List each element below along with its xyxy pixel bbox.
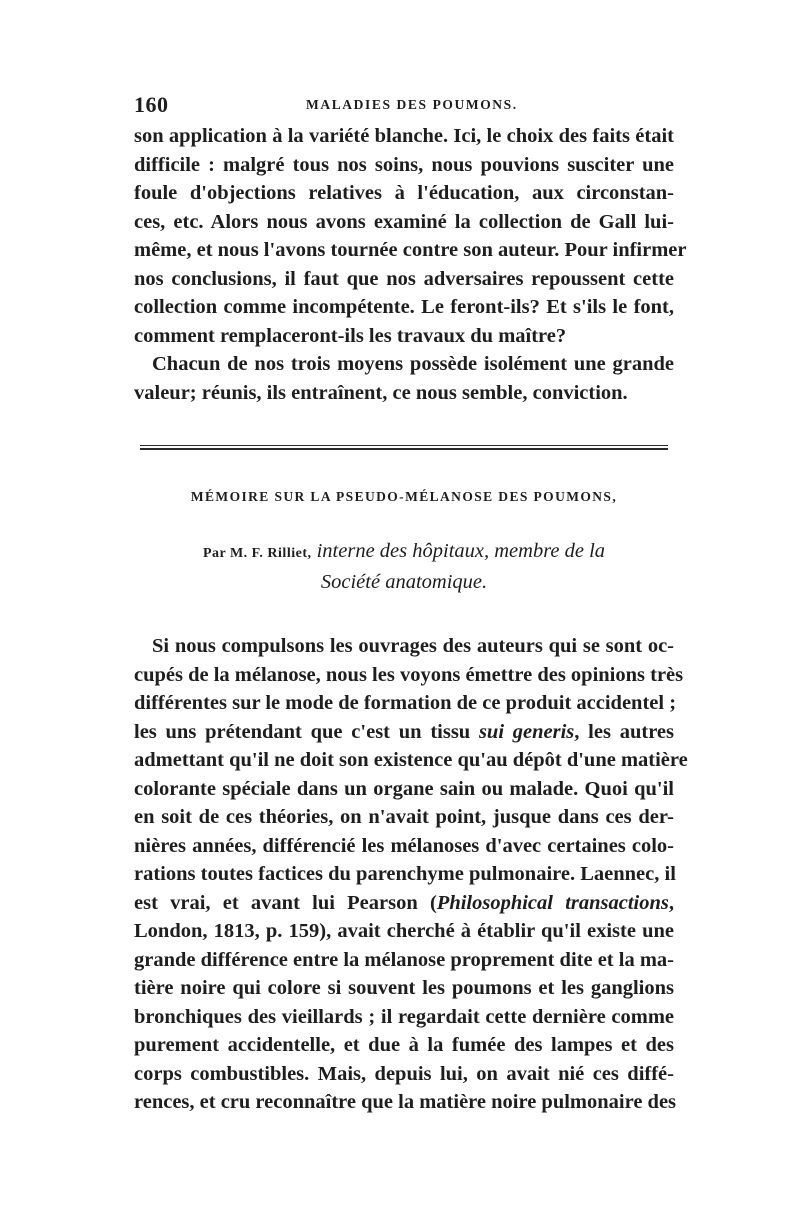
text-line: corps combustibles. Mais, depuis lui, on avait nié ces diffé- bbox=[134, 1062, 674, 1085]
text-line: purement accidentelle, et due à la fumée des lampes et des bbox=[134, 1034, 674, 1056]
text-line: tière noire qui colore si souvent les poumons et les ganglions bbox=[134, 977, 674, 999]
text-line: comment remplaceront-ils les travaux du maître? bbox=[134, 324, 567, 347]
running-head bbox=[134, 92, 674, 122]
text-segment: , bbox=[668, 891, 674, 914]
byline-author: Par M. F. Rilliet, bbox=[202, 546, 312, 561]
text-line: Chacun de nos trois moyens possède isolément une grande bbox=[152, 353, 674, 375]
page-number: 160 bbox=[134, 92, 169, 117]
text-line: bronchiques des vieillards ; il regardait cette dernière comme bbox=[134, 1005, 674, 1028]
byline bbox=[134, 537, 674, 597]
italic-citation: Philosophical transactions bbox=[436, 891, 669, 914]
text-line: en soit de ces théories, on n'avait point, jusque dans ces der- bbox=[134, 806, 674, 828]
text-segment: , les autres bbox=[574, 720, 674, 743]
byline-society: Société anatomique. bbox=[320, 571, 488, 593]
text-line: cupés de la mélanose, nous les voyons émettre des opinions très bbox=[134, 663, 684, 686]
italic-term: sui generis bbox=[478, 720, 575, 743]
text-line: rences, et cru reconnaître que la matière noire pulmonaire des bbox=[134, 1091, 677, 1113]
text-segment: les uns prétendant que c'est un tissu bbox=[134, 720, 479, 743]
text-line: collection comme incompétente. Le feront-ils? Et s'ils le font, bbox=[134, 296, 674, 318]
text-line: même, et nous l'avons tournée contre son auteur. Pour infirmer bbox=[134, 239, 687, 261]
text-line bbox=[134, 889, 674, 918]
book-page bbox=[134, 92, 688, 1117]
text-line: admettant qu'il ne doit son existence qu'au dépôt d'une matière bbox=[134, 749, 688, 771]
text-line: nières années, différencié les mélanoses d'avec certaines colo- bbox=[134, 834, 674, 857]
text-line: nos conclusions, il faut que nos adversaires repoussent cette bbox=[134, 267, 674, 290]
text-segment: est vrai, et avant lui Pearson ( bbox=[134, 891, 437, 914]
main-text bbox=[134, 632, 688, 1117]
memoir-title: MÉMOIRE SUR LA PSEUDO-MÉLANOSE DES POUMONS, bbox=[190, 489, 618, 504]
separator-thick-rule bbox=[140, 448, 668, 450]
section-separator bbox=[140, 445, 668, 451]
text-line: valeur; réunis, ils entraînent, ce nous semble, conviction. bbox=[134, 381, 628, 404]
text-line: grande différence entre la mélanose proprement dite et la ma- bbox=[134, 948, 674, 971]
text-line: Si nous compulsons les ouvrages des auteurs qui se sont oc- bbox=[152, 635, 674, 657]
text-line: colorante spéciale dans un organe sain ou malade. Quoi qu'il bbox=[134, 777, 674, 800]
byline-role: interne des hôpitaux, membre de la bbox=[311, 540, 606, 562]
text-line: différentes sur le mode de formation de ce produit accidentel ; bbox=[134, 692, 677, 714]
text-line: son application à la variété blanche. Ici, le choix des faits était bbox=[134, 125, 674, 147]
text-line bbox=[134, 718, 674, 747]
separator-thin-rule bbox=[140, 445, 668, 446]
text-line: rations toutes factices du parenchyme pulmonaire. Laennec, il bbox=[134, 863, 676, 885]
text-line: foule d'objections relatives à l'éducation, aux circonstan- bbox=[134, 182, 674, 204]
top-paragraph bbox=[134, 122, 687, 407]
text-line: ces, etc. Alors nous avons examiné la collection de Gall lui- bbox=[134, 210, 674, 233]
text-line: difficile : malgré tous nos soins, nous pouvions susciter une bbox=[134, 153, 674, 176]
running-title: MALADIES DES POUMONS. bbox=[306, 97, 518, 112]
text-line: London, 1813, p. 159), avait cherché à établir qu'il existe une bbox=[134, 920, 674, 942]
